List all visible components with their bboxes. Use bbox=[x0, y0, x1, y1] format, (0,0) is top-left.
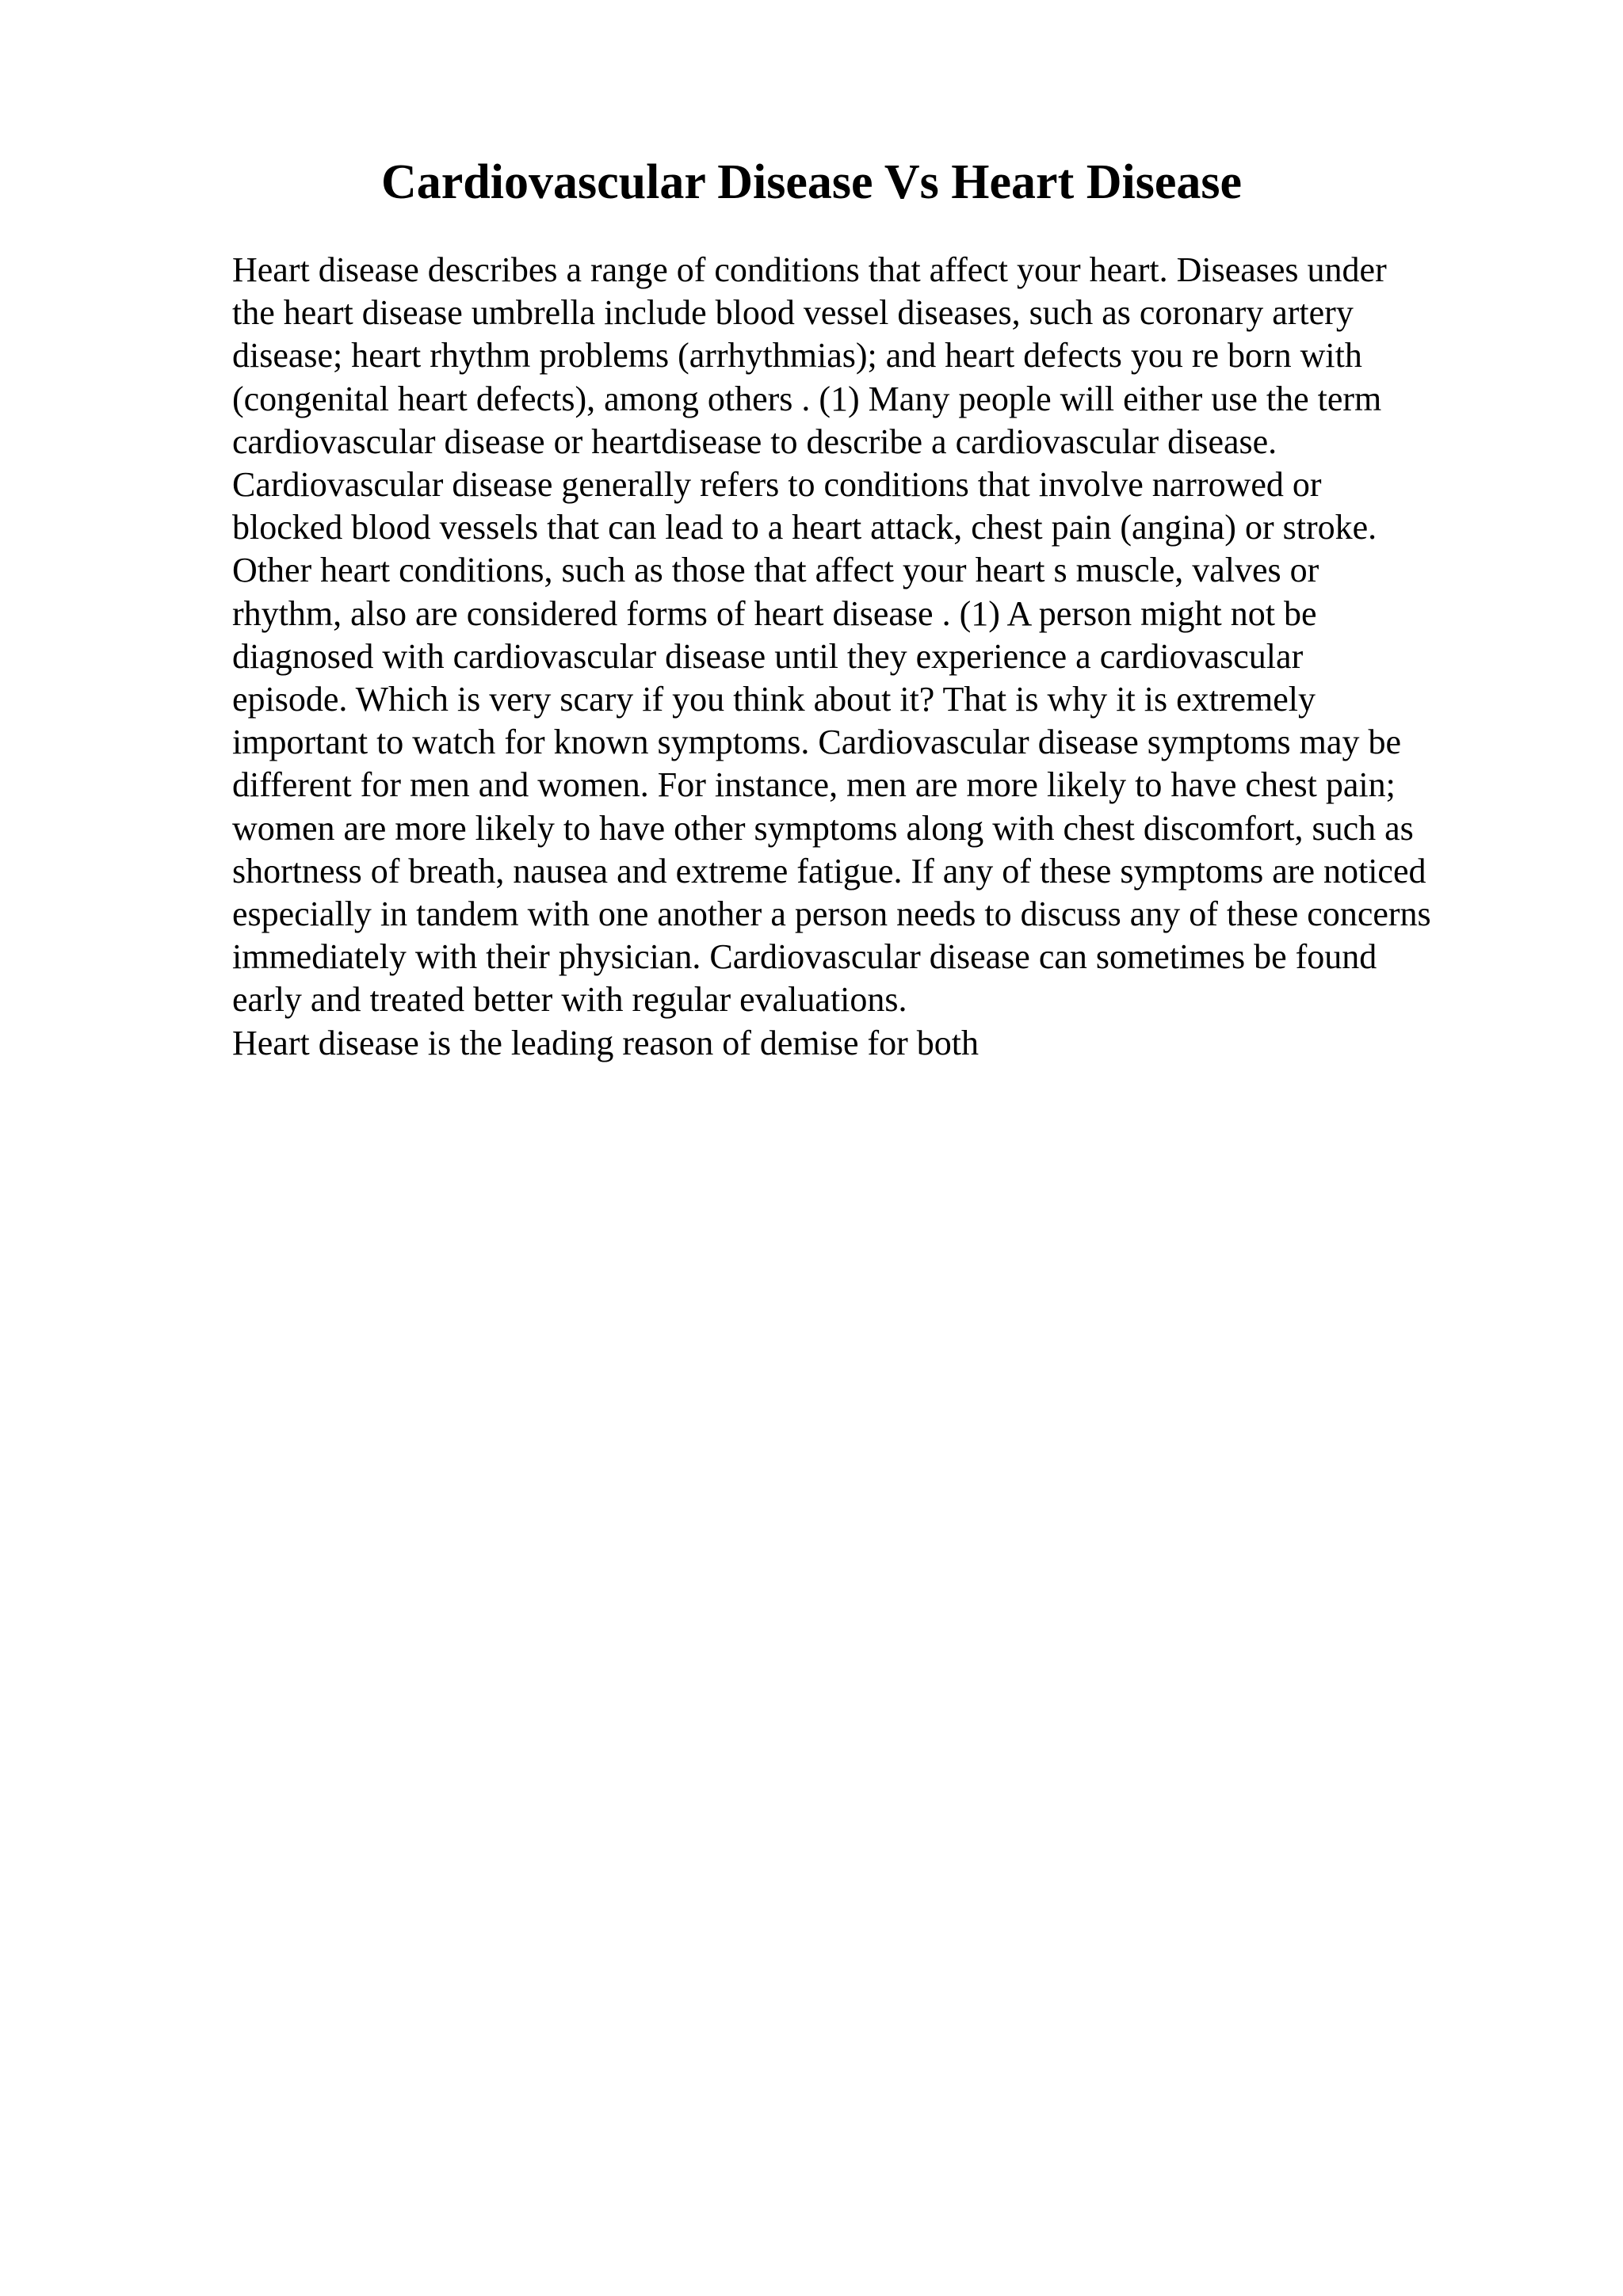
body-line: different for men and women. For instance, men are more likely to have chest pain; bbox=[232, 765, 1396, 805]
body-line: (congenital heart defects), among others . (1) Many people will either use the term bbox=[232, 379, 1382, 418]
body-line: Heart disease is the leading reason of demise for both bbox=[232, 1023, 980, 1062]
document-title: Cardiovascular Disease Vs Heart Disease bbox=[380, 155, 1243, 209]
document-body bbox=[232, 249, 1595, 1065]
body-line: the heart disease umbrella include blood vessel diseases, such as coronary artery bbox=[232, 293, 1354, 333]
body-line: especially in tandem with one another a person needs to discuss any of these concerns bbox=[232, 894, 1431, 934]
body-line: immediately with their physician. Cardiovascular disease can sometimes be found bbox=[232, 937, 1377, 977]
body-line: Other heart conditions, such as those that affect your heart s muscle, valves or bbox=[232, 551, 1319, 590]
body-line: women are more likely to have other symptoms along with chest discomfort, such as bbox=[232, 808, 1414, 848]
body-line: rhythm, also are considered forms of heart disease . (1) A person might not be bbox=[232, 593, 1317, 633]
body-line: disease; heart rhythm problems (arrhythmias); and heart defects you re born with bbox=[232, 336, 1362, 376]
body-line: shortness of breath, nausea and extreme fatigue. If any of these symptoms are noticed bbox=[232, 851, 1426, 891]
body-line: episode. Which is very scary if you think about it? That is why it is extremely bbox=[232, 680, 1316, 719]
body-line: blocked blood vessels that can lead to a heart attack, chest pain (angina) or stroke. bbox=[232, 508, 1377, 547]
body-line: early and treated better with regular evaluations. bbox=[232, 980, 907, 1020]
body-line: important to watch for known symptoms. Cardiovascular disease symptoms may be bbox=[232, 723, 1401, 762]
body-line: Heart disease describes a range of conditions that affect your heart. Diseases under bbox=[232, 250, 1387, 289]
body-line: Cardiovascular disease generally refers to conditions that involve narrowed or bbox=[232, 465, 1322, 505]
body-line: cardiovascular disease or heartdisease to describe a cardiovascular disease. bbox=[232, 421, 1277, 461]
body-line: diagnosed with cardiovascular disease until they experience a cardiovascular bbox=[232, 636, 1304, 676]
